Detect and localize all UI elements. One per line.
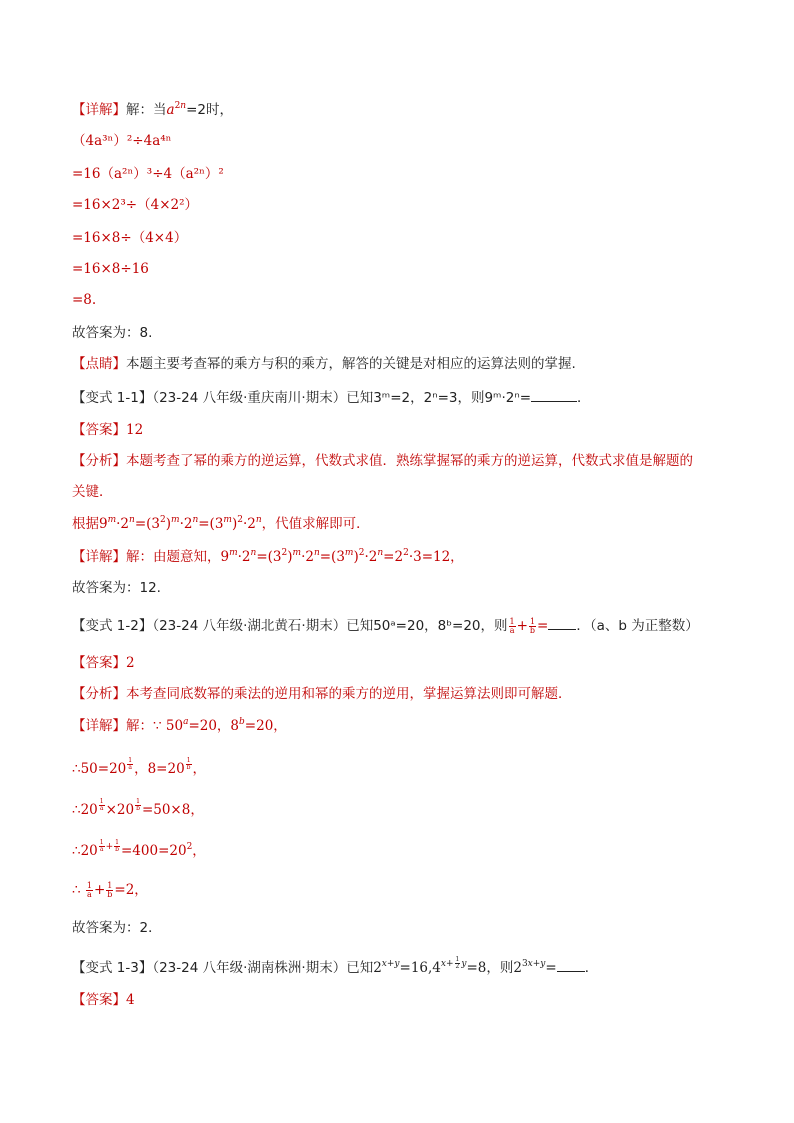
dianjing-line	[72, 354, 576, 374]
derivation-step-4: ∴ $\frac{1}{a}$ + $\frac{1}{b}$ =2，	[72, 881, 148, 899]
dianjing-tag: 【点睛】	[72, 356, 126, 372]
variant-1-2-answer	[72, 653, 135, 673]
variant-label: 【变式 1-3】	[72, 960, 153, 976]
answer-tag: 【答案】	[72, 655, 126, 671]
variant-1-2-detail	[72, 716, 287, 736]
answer-tag: 【答案】	[72, 422, 126, 438]
variant-1-1-conclusion: 故答案为：12.	[72, 580, 161, 596]
variant-1-1-detail	[72, 547, 464, 567]
detail-tag: 【详解】	[72, 718, 126, 734]
variant-source: （23-24 八年级·湖北黄石·期末）	[152, 618, 347, 634]
detail-condition: =2时，	[186, 102, 233, 118]
variant-question: 已知50ᵃ=20，8ᵇ=20，则	[346, 618, 508, 634]
detail-intro: 解：	[126, 718, 153, 734]
derivation-step-2: ∴20 $^{\frac{1}{a}}$ ×20 $^{\frac{1}{b}}$ =50×8，	[72, 798, 204, 818]
variant-1-2-conclusion: 故答案为：2．	[72, 920, 162, 936]
analysis-text: 本题考查了幂的乘方的逆运算，代数式求值．熟练掌握幂的乘方的逆运算，代数式求值是解题的	[126, 453, 693, 469]
basis-suffix: ，代值求解即可．	[261, 516, 370, 532]
derivation-step-3: ∴20 $^{\frac{1}{a} + \frac{1}{b}}$ $=400=20^2$，	[72, 839, 206, 859]
answer-value: 2	[126, 655, 135, 671]
variant-1-3-answer	[72, 990, 135, 1010]
step-4: =16×8÷（4×4）	[72, 230, 188, 246]
step-2: =16（a²ⁿ）³÷4（a²ⁿ）²	[72, 166, 224, 182]
detail-tag: 【详解】	[72, 549, 126, 565]
detail-intro: 解：由题意知，	[126, 549, 221, 565]
variant-1-3-question: 【变式 1-3】（23-24 八年级·湖南株洲·期末）已知$2^{x+y}=16,4^{x+ \frac{1}{2} y}=8$，则$2^{3x+y}=$ ．	[72, 956, 599, 976]
variant-1-2-analysis	[72, 684, 572, 704]
question-formula: $\frac{1}{a}$ + $\frac{1}{b}$ =	[509, 617, 549, 635]
detail-tag: 【详解】	[72, 102, 126, 118]
basis-prefix: 根据	[72, 516, 99, 532]
dianjing-text: 本题主要考查幂的乘方与积的乘方，解答的关键是对相应的运算法则的掌握.	[126, 356, 576, 372]
variant-label: 【变式 1-2】	[72, 618, 153, 634]
answer-blank	[557, 957, 585, 972]
step-5: =16×8÷16	[72, 261, 149, 277]
answer-blank	[548, 615, 576, 630]
answer-tag: 【答案】	[72, 992, 126, 1008]
detail-formula: $9^m\cdot 2^n=(3^2)^m\cdot 2^n=(3^m)^2\cdot 2^n=2^2\cdot 3=12$，	[220, 548, 464, 565]
analysis-tag: 【分析】	[72, 453, 126, 469]
formula-condition: $a^{2n}$	[166, 101, 187, 118]
variant-source: （23-24 八年级·重庆南川·期末）	[152, 390, 347, 406]
answer-value: 12	[126, 422, 144, 438]
variant-source: （23-24 八年级·湖南株洲·期末）	[152, 960, 347, 976]
analysis-tag: 【分析】	[72, 686, 126, 702]
step-1: （4a³ⁿ）²÷4a⁴ⁿ	[72, 133, 172, 149]
question-formula: $2^{x+y}=16,4^{x+ \frac{1}{2} y}=8$，则$2^{3x+y}=$	[373, 956, 557, 976]
basis-formula: $9^m\cdot 2^n=(3^2)^m\cdot 2^n=(3^m)^2\cdot 2^n$	[99, 515, 262, 532]
variant-note: （a、b 为正整数）	[589, 618, 699, 634]
variant-question: 已知	[346, 960, 374, 976]
step-6: =8.	[72, 292, 97, 308]
variant-1-1-basis	[72, 514, 370, 534]
variant-1-1-answer	[72, 420, 143, 440]
step-3: =16×2³÷（4×2²）	[72, 197, 199, 213]
detail-formula: ∵ $50^a=20$，$8^b=20$，	[153, 717, 287, 734]
variant-1-1-question: 【变式 1-1】（23-24 八年级·重庆南川·期末）已知3ᵐ=2，2ⁿ=3，则9ᵐ·2ⁿ= ．	[72, 387, 591, 408]
analysis-text: 本考查同底数幂的乘法的逆用和幂的乘方的逆用，掌握运算法则即可解题．	[126, 686, 572, 702]
variant-label: 【变式 1-1】	[72, 390, 153, 406]
detail-intro: 解：当	[126, 102, 167, 118]
answer-statement: 故答案为：8.	[72, 325, 153, 341]
answer-value: 4	[126, 992, 135, 1008]
derivation-step-1: ∴50=20 $^{\frac{1}{a}}$ ，8=20 $^{\frac{1}{b}}$ ，	[72, 757, 207, 777]
variant-question: 已知3ᵐ=2，2ⁿ=3，则9ᵐ·2ⁿ=	[346, 390, 532, 406]
variant-1-2-question: 【变式 1-2】（23-24 八年级·湖北黄石·期末）已知50ᵃ=20，8ᵇ=20，则 $\frac{1}{a}$ + $\frac{1}{b}$ = ．（a、b 为正整数）	[72, 617, 699, 635]
variant-1-1-analysis	[72, 451, 693, 471]
detail-line	[72, 100, 233, 120]
answer-blank	[531, 387, 577, 402]
analysis-text-cont: 关键．	[72, 484, 113, 500]
